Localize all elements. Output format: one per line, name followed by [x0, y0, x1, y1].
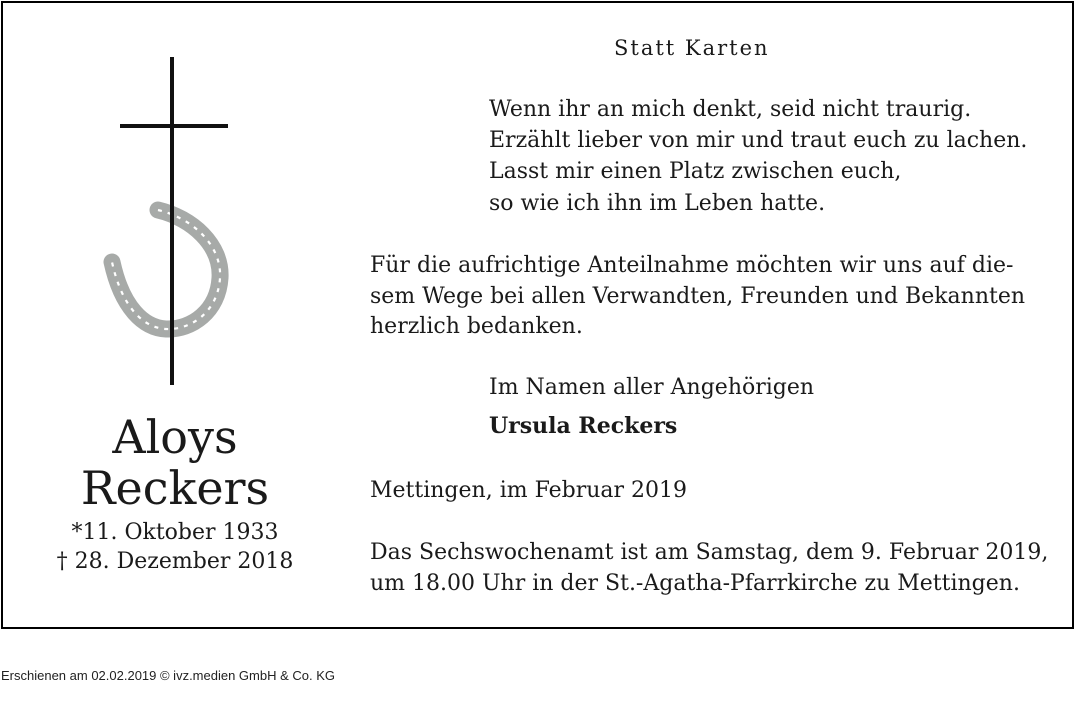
- thanks-line: Für die aufrichtige Anteilnahme möchten wir uns auf die-: [370, 253, 1014, 278]
- place-date: Mettingen, im Februar 2019: [370, 478, 688, 503]
- signer-name: Ursula Reckers: [489, 413, 678, 439]
- birth-date: *11. Oktober 1933: [71, 520, 279, 545]
- poem-line: Wenn ihr an mich denkt, seid nicht traurig.: [489, 97, 972, 122]
- poem-line: Erzählt lieber von mir und traut euch zu lachen.: [489, 128, 1028, 153]
- service-line: um 18.00 Uhr in der St.-Agatha-Pfarrkirche zu Mettingen.: [370, 571, 1020, 596]
- death-date: † 28. Dezember 2018: [56, 549, 294, 574]
- horseshoe-icon: [112, 210, 220, 329]
- heading-statt-karten: Statt Karten: [614, 36, 770, 60]
- publication-footer: Erschienen am 02.02.2019 © ivz.medien GmbH & Co. KG: [1, 668, 336, 683]
- thanks-line: herzlich bedanken.: [370, 314, 583, 339]
- deceased-first-name: Aloys: [112, 410, 238, 464]
- poem-line: so wie ich ihn im Leben hatte.: [489, 191, 826, 216]
- thanks-line: sem Wege bei allen Verwandten, Freunden und Bekannten: [370, 284, 1026, 309]
- on-behalf-line: Im Namen aller Angehörigen: [489, 375, 815, 400]
- cross-icon: [120, 57, 228, 385]
- service-line: Das Sechswochenamt ist am Samstag, dem 9. Februar 2019,: [370, 540, 1049, 565]
- cross-horseshoe-emblem: [100, 55, 240, 390]
- poem-line: Lasst mir einen Platz zwischen euch,: [489, 159, 902, 184]
- deceased-last-name: Reckers: [80, 461, 270, 515]
